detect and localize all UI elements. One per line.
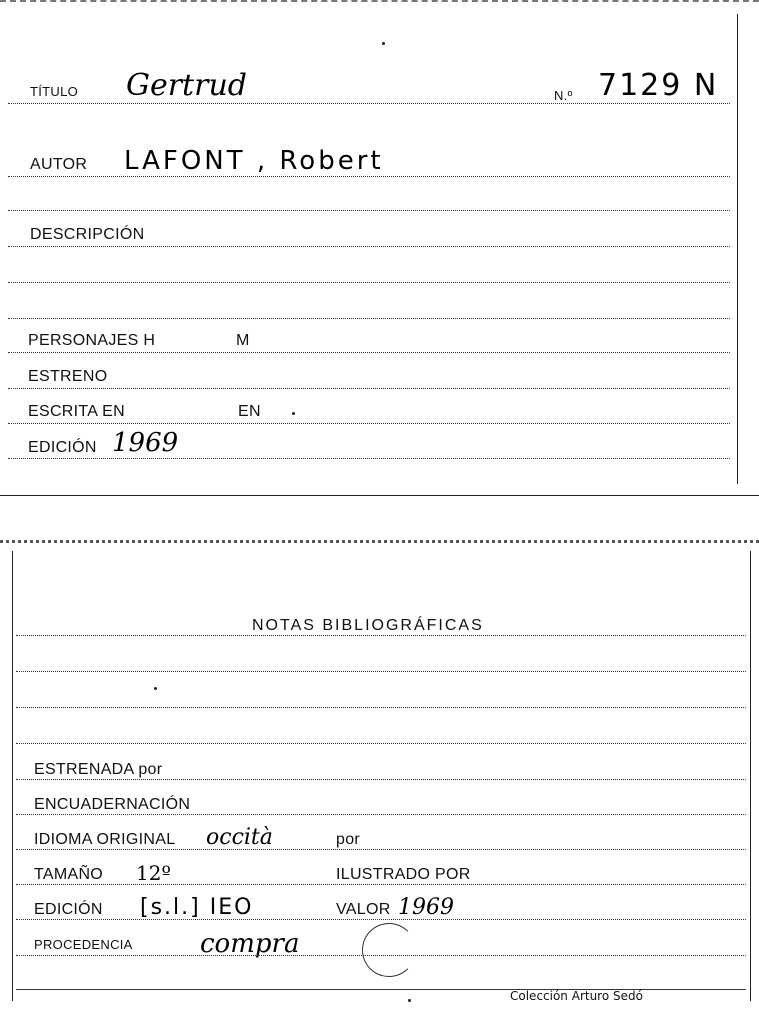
descripcion-line-3 — [8, 318, 730, 319]
ink-speck — [292, 412, 295, 415]
ink-speck — [154, 687, 157, 690]
circle-mark — [362, 923, 416, 977]
rule-line — [8, 210, 730, 211]
ink-speck — [382, 42, 385, 45]
edicion-line — [8, 458, 730, 459]
idioma-label: IDIOMA ORIGINAL — [34, 831, 176, 848]
procedencia-line — [16, 955, 746, 956]
catalog-card-front — [0, 0, 759, 496]
valor-label: VALOR — [336, 901, 391, 918]
descripcion-line-2 — [8, 282, 730, 283]
edicion-label: EDICIÓN — [28, 439, 97, 456]
edicion-back-line — [16, 919, 746, 920]
procedencia-value: compra — [200, 929, 300, 959]
por-label: por — [336, 831, 361, 848]
descripcion-line-1 — [8, 246, 730, 247]
titulo-line — [8, 103, 730, 104]
edicion-value: 1969 — [112, 428, 179, 458]
idioma-line — [16, 849, 746, 850]
ilustrado-label: ILUSTRADO POR — [336, 866, 471, 883]
edicion-back-label: EDICIÓN — [34, 901, 103, 918]
tamano-label: TAMAÑO — [34, 866, 104, 883]
escrita-en-label: ESCRITA EN — [28, 403, 125, 420]
descripcion-label: DESCRIPCIÓN — [30, 226, 145, 243]
notas-line-1 — [16, 635, 746, 636]
estrenada-line — [16, 779, 746, 780]
notas-line-4 — [16, 743, 746, 744]
tamano-line — [16, 884, 746, 885]
catalog-card-back — [0, 540, 759, 1003]
autor-line — [8, 176, 730, 177]
personajes-line — [8, 352, 730, 353]
procedencia-label: PROCEDENCIA — [34, 937, 133, 952]
personajes-m-label: M — [236, 332, 250, 349]
card-right-edge — [737, 14, 738, 484]
titulo-label: TÍTULO — [30, 84, 79, 99]
encuadernacion-line — [16, 814, 746, 815]
autor-label: AUTOR — [30, 156, 88, 173]
collection-footer: Colección Arturo Sedó — [510, 989, 643, 1003]
escrita-line — [8, 423, 730, 424]
numero-label: N.º — [554, 88, 573, 103]
estrenada-label: ESTRENADA por — [34, 761, 163, 778]
ink-speck — [408, 999, 411, 1002]
tamano-value: 12º — [136, 861, 171, 885]
valor-value: 1969 — [398, 895, 454, 920]
card-left-edge — [12, 551, 13, 1001]
edicion-back-value: [s.l.] IEO — [140, 895, 254, 920]
personajes-label: PERSONAJES H — [28, 332, 156, 349]
notas-heading: NOTAS BIBLIOGRÁFICAS — [252, 617, 484, 634]
en-label: EN — [238, 403, 261, 420]
notas-line-2 — [16, 671, 746, 672]
numero-value: 7129 N — [598, 68, 719, 103]
estreno-label: ESTRENO — [28, 368, 108, 385]
encuadernacion-label: ENCUADERNACIÓN — [34, 796, 191, 813]
estreno-line — [8, 388, 730, 389]
notas-line-3 — [16, 707, 746, 708]
titulo-value: Gertrud — [126, 68, 247, 103]
card-right-edge — [750, 551, 751, 1001]
autor-value: LAFONT , Robert — [124, 146, 384, 176]
idioma-value: occità — [206, 825, 273, 850]
